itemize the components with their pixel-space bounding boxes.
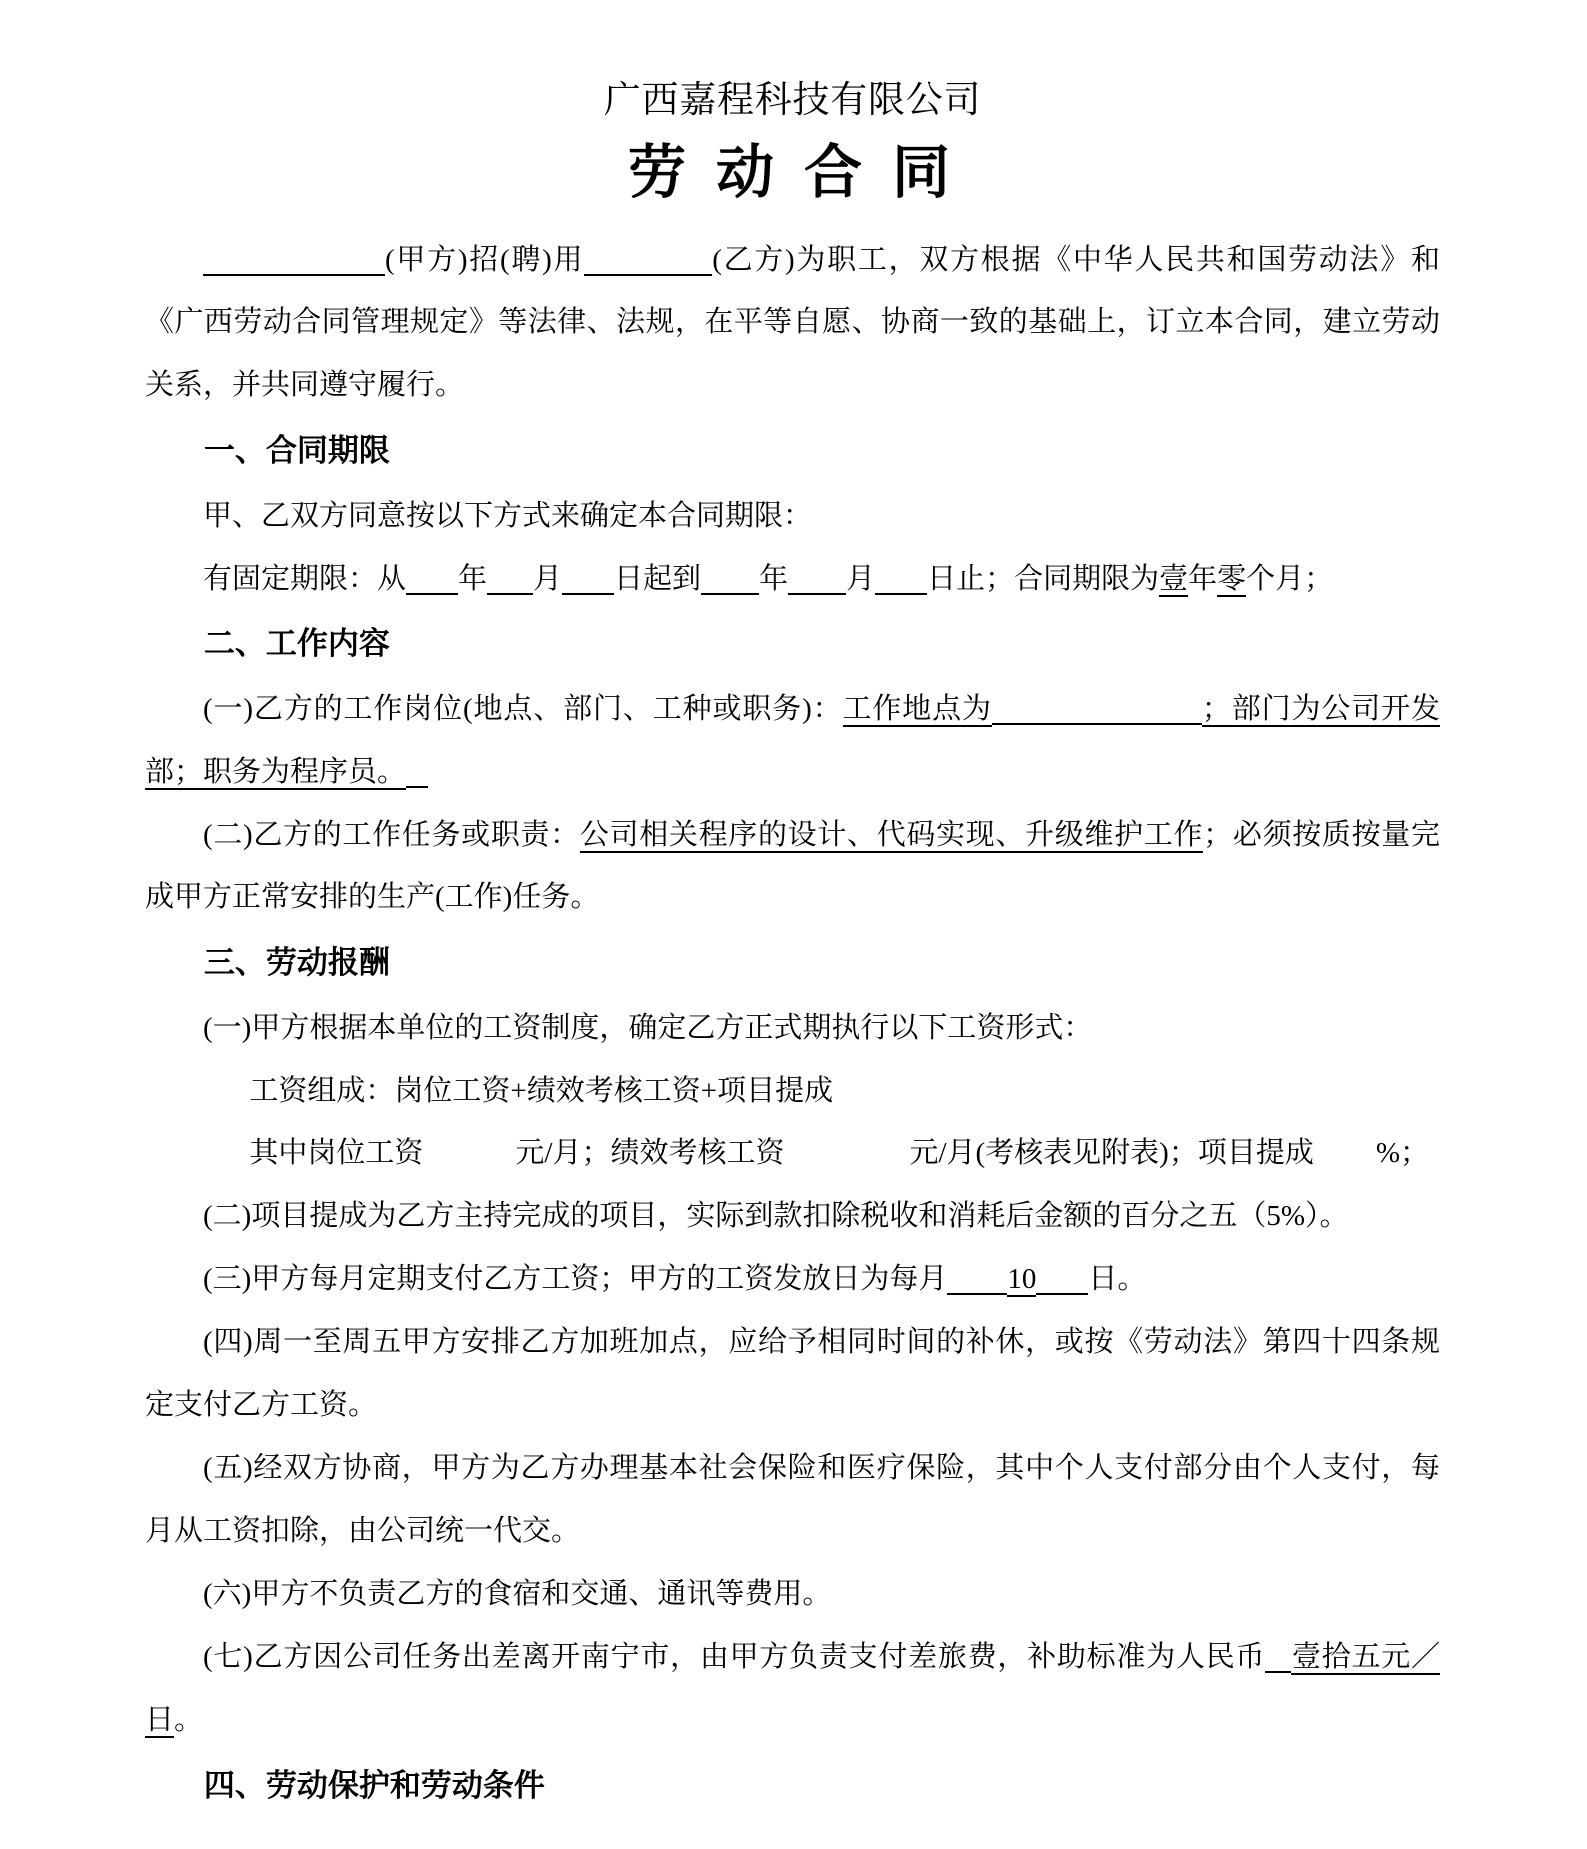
filled-in-text: 公司相关程序的设计、代码实现、升级维护工作	[579, 818, 1204, 851]
paragraph	[145, 548, 1440, 611]
paragraph	[145, 1437, 1440, 1563]
text-segment: (一)乙方的工作岗位(地点、部门、工种或职务)：	[203, 692, 843, 725]
text-segment: 有固定期限：从	[203, 562, 407, 595]
blank-underline-field	[203, 245, 385, 275]
paragraph	[145, 1563, 1440, 1626]
text-segment: (二)项目提成为乙方主持完成的项目，实际到款扣除税收和消耗后金额的百分之五（5%）。	[203, 1200, 1349, 1233]
blank-underline-field	[947, 1265, 1007, 1295]
filled-in-text: 壹	[1159, 562, 1189, 595]
text-segment: 年	[458, 562, 488, 595]
blank-underline-field	[701, 564, 759, 594]
text-segment: (四)周一至周五甲方安排乙方加班加点，应给予相同时间的补休，或按《劳动法》第四十四条规定支付乙方工资。	[145, 1326, 1440, 1422]
blank-underline-field	[992, 694, 1202, 724]
filled-in-text: 零	[1217, 562, 1247, 595]
text-segment: (一)甲方根据本单位的工资制度，确定乙方正式期执行以下工资形式：	[203, 1011, 1093, 1044]
text-segment: 工资组成：岗位工资+绩效考核工资+项目提成	[249, 1074, 834, 1107]
text-segment: 元/月；绩效考核工资	[515, 1137, 785, 1170]
text-segment: (甲方)招(聘)用	[385, 243, 585, 276]
text-segment: 其中岗位工资	[249, 1137, 424, 1170]
text-segment: 日止；合同期限为	[927, 562, 1160, 595]
text-segment: 年	[1188, 562, 1218, 595]
text-segment: %；	[1375, 1137, 1430, 1170]
paragraph	[145, 997, 1440, 1060]
paragraph	[145, 485, 1440, 548]
text-segment: 甲、乙双方同意按以下方式来确定本合同期限：	[203, 499, 813, 532]
filled-in-text: ；部门为公司开发部；职务为程序员。	[145, 692, 1440, 788]
paragraph	[145, 1060, 1440, 1123]
section-heading	[145, 610, 1440, 677]
text-segment: 年	[759, 562, 789, 595]
text-segment: (五)经双方协商，甲方为乙方办理基本社会保险和医疗保险，其中个人支付部分由个人支付，每月从工资扣除，由公司统一代交。	[145, 1452, 1440, 1548]
text-segment: (三)甲方每月定期支付乙方工资；甲方的工资发放日为每月	[203, 1263, 948, 1296]
paragraph	[145, 1248, 1440, 1311]
paragraph	[145, 1626, 1440, 1752]
blank-underline-field	[562, 564, 614, 594]
text-segment: 元/月(考核表见附表)；项目提成	[909, 1137, 1314, 1170]
blank-space	[784, 1140, 909, 1169]
text-segment: (乙方)为职工，双方根据《中华人民共和国劳动法》和《广西劳动合同管理规定》等法律、法规，在平等自愿、协商一致的基础上，订立本合同，建立劳动关系，并共同遵守履行。	[145, 243, 1440, 402]
text-segment: 月	[533, 562, 563, 595]
blank-underline-field	[788, 564, 846, 594]
blank-underline-field	[406, 757, 428, 787]
filled-in-text: 工作地点为	[842, 692, 992, 725]
text-segment: 日起到	[614, 562, 702, 595]
paragraph	[145, 678, 1440, 804]
company-name: 广西嘉程科技有限公司	[603, 80, 982, 121]
text-segment: (七)乙方因公司任务出差离开南宁市，由甲方负责支付差旅费，补助标准为人民币	[203, 1640, 1266, 1673]
paragraph	[145, 1311, 1440, 1437]
section-heading	[145, 1752, 1440, 1819]
blank-underline-field	[487, 564, 533, 594]
text-segment: 。	[174, 1703, 204, 1736]
blank-underline-field	[1036, 1265, 1088, 1295]
text-segment: 四、劳动保护和劳动条件	[203, 1767, 545, 1803]
blank-underline-field	[1265, 1642, 1291, 1672]
blank-space	[423, 1140, 515, 1169]
text-segment: ；必须按质按量完成甲方正常安排的生产(工作)任务。	[145, 818, 1440, 914]
paragraph	[145, 229, 1440, 418]
text-segment: 二、工作内容	[203, 626, 390, 662]
text-segment: 日。	[1088, 1263, 1147, 1296]
blank-space	[1314, 1140, 1376, 1169]
paragraph	[145, 804, 1440, 930]
section-heading	[145, 929, 1440, 996]
text-segment: 月	[846, 562, 876, 595]
blank-underline-field	[406, 564, 458, 594]
filled-in-text: 10	[1007, 1263, 1037, 1296]
section-heading	[145, 417, 1440, 484]
document-title: 劳 动 合 同	[627, 140, 958, 206]
document-header	[145, 78, 1440, 213]
text-segment: 个月；	[1246, 562, 1334, 595]
text-segment: 一、合同期限	[203, 433, 390, 469]
blank-underline-field	[875, 564, 927, 594]
text-segment: 三、劳动报酬	[203, 945, 390, 981]
blank-underline-field	[584, 245, 712, 275]
paragraph	[145, 1185, 1440, 1248]
text-segment: (六)甲方不负责乙方的食宿和交通、通讯等费用。	[203, 1577, 832, 1610]
document-body	[145, 229, 1440, 1819]
filled-in-text: 壹拾五元／日	[145, 1640, 1440, 1736]
paragraph	[145, 1122, 1440, 1185]
text-segment: (二)乙方的工作任务或职责：	[203, 818, 580, 851]
